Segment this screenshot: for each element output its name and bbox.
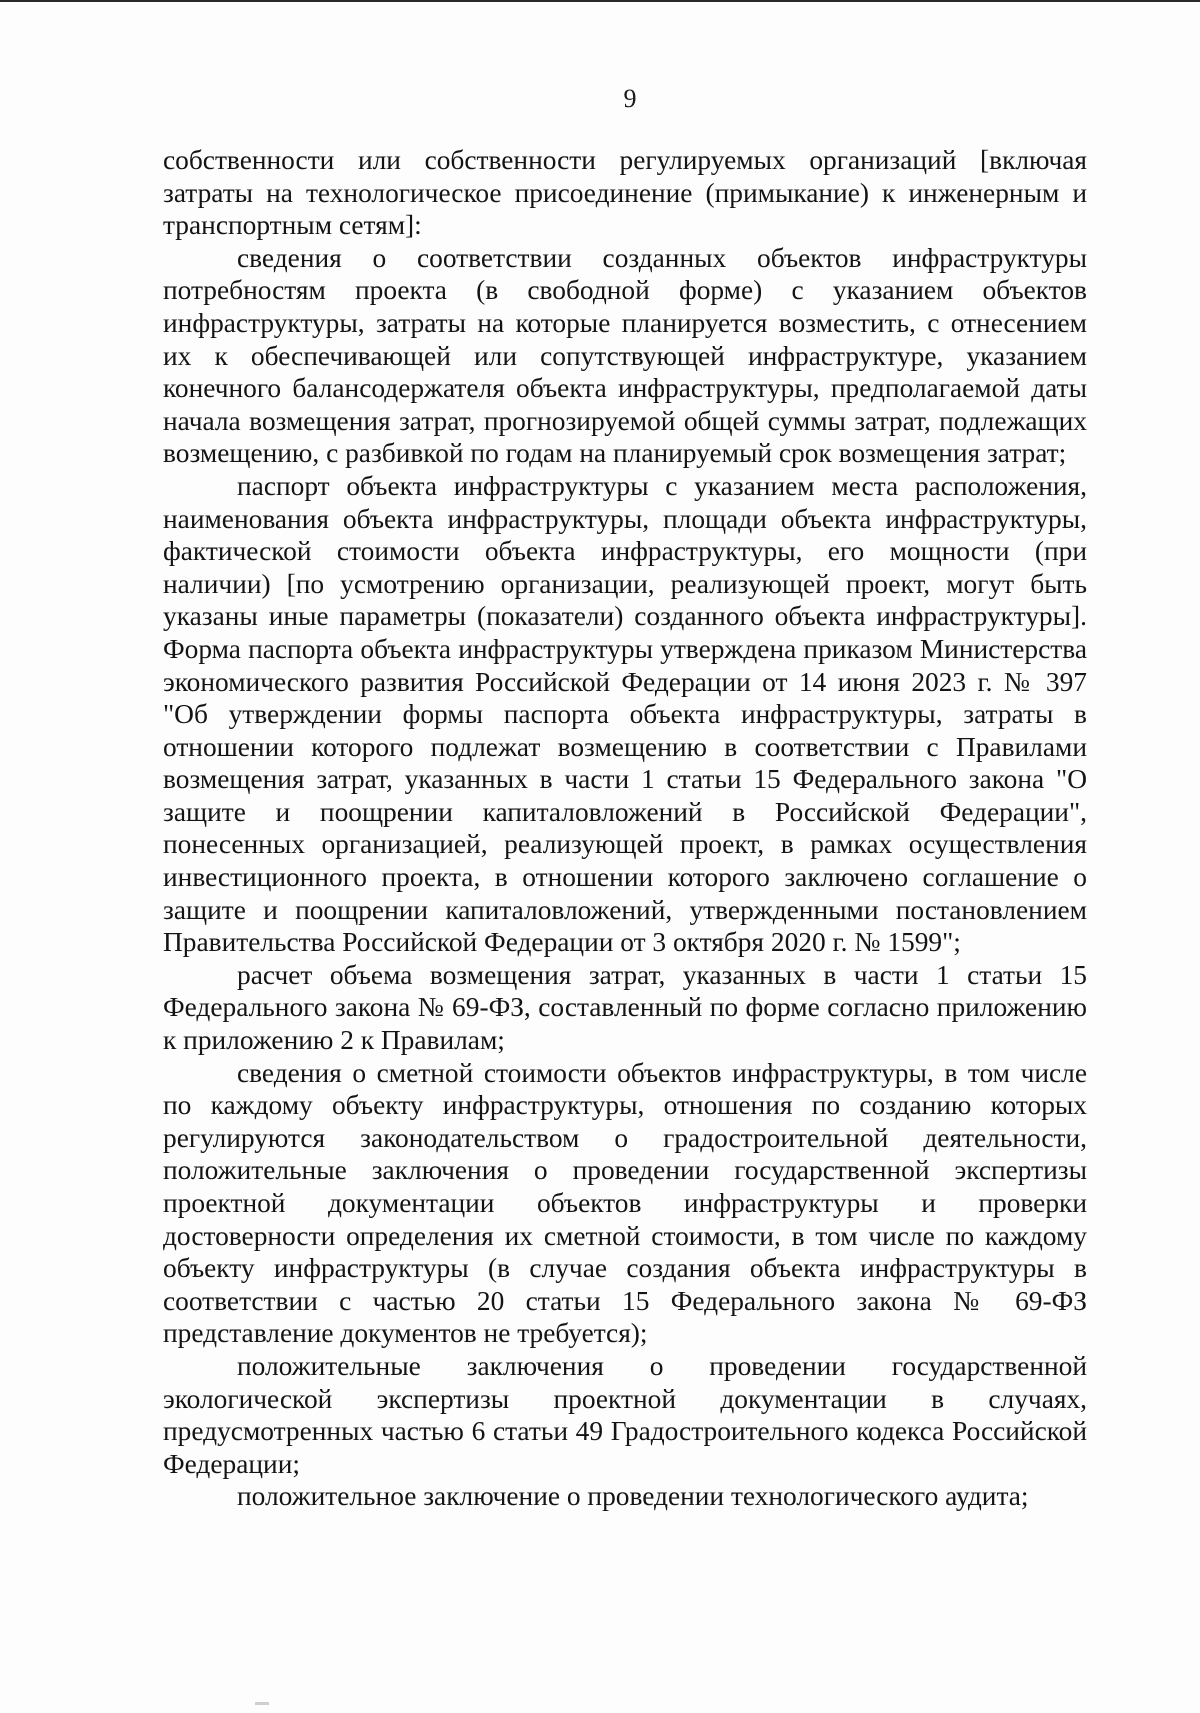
document-body	[163, 144, 1087, 1513]
paragraph-ecological-expertise: положительные заключения о проведении государственной экологической экспертизы проектной документации в случаях, предусмотренных частью 6 статьи 49 Градостроительного кодекса Российской Федерации;	[163, 1350, 1087, 1479]
paragraph-estimated-cost: сведения о сметной стоимости объектов инфраструктуры, в том числе по каждому объекту инфраструктуры, отношения по созданию которых регулируются законодательством о градостроительной деятельности, положительные заключения о проведении государственной экспертизы проектной документации объектов инфраструктуры и проверки достоверности определения их сметной стоимости, в том числе по каждому объекту инфраструктуры (в случае создания объекта инфраструктуры в соответствии с частью 20 статьи 15 Федерального закона № 69-ФЗ представление документов не требуется);	[163, 1057, 1087, 1349]
paragraph-infrastructure-passport: паспорт объекта инфраструктуры с указанием места расположения, наименования объекта инфраструктуры, площади объекта инфраструктуры, фактической стоимости объекта инфраструктуры, его мощности (при наличии) [по усмотрению организации, реализующей проект, могут быть указаны иные параметры (показатели) созданного объекта инфраструктуры]. Форма паспорта объекта инфраструктуры утверждена приказом Министерства экономического развития Российской Федерации от 14 июня 2023 г. № 397 "Об утверждении формы паспорта объекта инфраструктуры, затраты в отношении которого подлежат возмещению в соответствии с Правилами возмещения затрат, указанных в части 1 статьи 15 Федерального закона "О защите и поощрении капиталовложений в Российской Федерации", понесенных организацией, реализующей проект, в рамках осуществления инвестиционного проекта, в отношении которого заключено соглашение о защите и поощрении капиталовложений, утвержденными постановлением Правительства Российской Федерации от 3 октября 2020 г. № 1599";	[163, 470, 1087, 958]
page-number: 9	[623, 84, 637, 113]
paragraph-continuation: собственности или собственности регулируемых организаций [включая затраты на технологическое присоединение (примыкание) к инженерным и транспортным сетям]:	[163, 145, 1087, 241]
paragraph-technology-audit: положительное заключение о проведении технологического аудита;	[237, 1481, 1029, 1512]
scan-artifact	[255, 1702, 269, 1705]
paragraph-cost-calculation: расчет объема возмещения затрат, указанных в части 1 статьи 15 Федерального закона № 69-ФЗ, составленный по форме согласно приложению к приложению 2 к Правилам;	[163, 959, 1087, 1056]
paragraph-infrastructure-info: сведения о соответствии созданных объектов инфраструктуры потребностям проекта (в свободной форме) с указанием объектов инфраструктуры, затраты на которые планируется возместить, с отнесением их к обеспечивающей или сопутствующей инфраструктуре, указанием конечного балансодержателя объекта инфраструктуры, предполагаемой даты начала возмещения затрат, прогнозируемой общей суммы затрат, подлежащих возмещению, с разбивкой по годам на планируемый срок возмещения затрат;	[163, 242, 1087, 469]
